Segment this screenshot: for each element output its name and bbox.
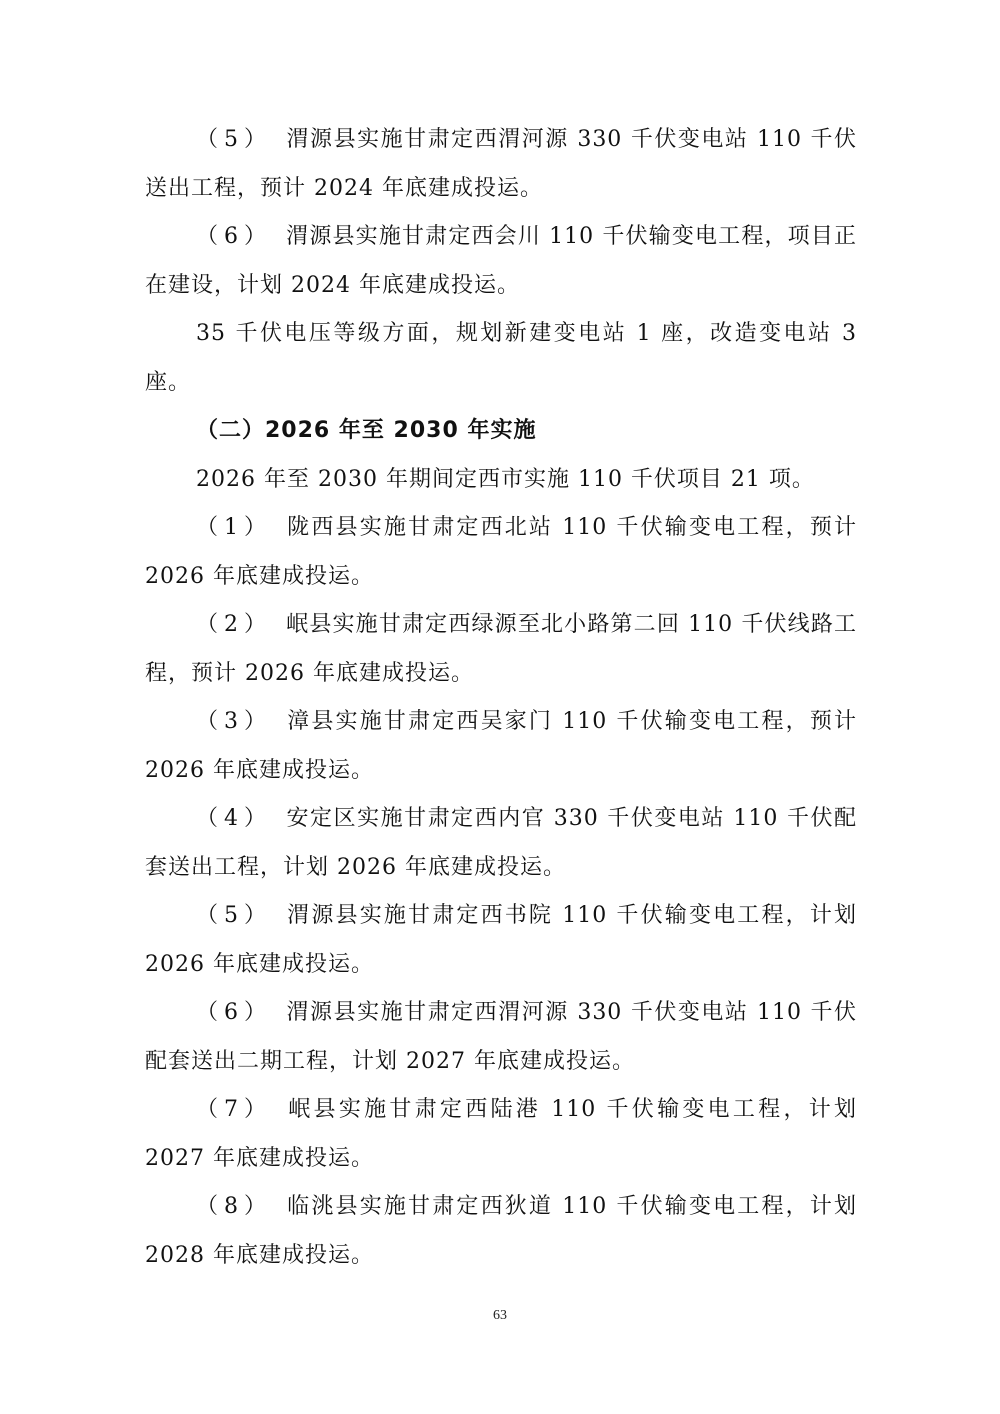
item-text: 渭源县实施甘肃定西书院 110 千伏输变电工程，计划 2026 年底建成投运。 <box>145 903 857 977</box>
list-item <box>145 213 857 310</box>
item-text: 渭源县实施甘肃定西会川 110 千伏输变电工程，项目正在建设，计划 2024 年底建成投运。 <box>145 224 857 298</box>
document-body <box>145 116 857 1280</box>
item-text: 渭源县实施甘肃定西渭河源 330 千伏变电站 110 千伏配套送出二期工程，计划 2027 年底建成投运。 <box>145 1000 857 1074</box>
item-text: 岷县实施甘肃定西陆港 110 千伏输变电工程，计划 2027 年底建成投运。 <box>145 1097 857 1171</box>
list-item <box>145 1086 857 1183</box>
item-text: 漳县实施甘肃定西吴家门 110 千伏输变电工程，预计 2026 年底建成投运。 <box>145 709 857 783</box>
section-intro: 2026 年至 2030 年期间定西市实施 110 千伏项目 21 项。 <box>196 466 815 492</box>
list-item <box>145 116 857 213</box>
item-number: （1） <box>196 515 272 540</box>
item-text: 岷县实施甘肃定西绿源至北小路第二回 110 千伏线路工程，预计 2026 年底建成投运。 <box>145 612 857 686</box>
item-number: （6） <box>196 224 272 249</box>
item-number: （8） <box>196 1194 272 1219</box>
list-item <box>145 698 857 795</box>
item-number: （5） <box>196 903 272 928</box>
list-item <box>145 795 857 892</box>
item-number: （4） <box>196 806 272 831</box>
list-item <box>145 504 857 601</box>
item-text: 渭源县实施甘肃定西渭河源 330 千伏变电站 110 千伏送出工程，预计 2024 年底建成投运。 <box>145 127 857 201</box>
list-item <box>145 989 857 1086</box>
section-heading: （二）2026 年至 2030 年实施 <box>196 418 537 443</box>
item-text: 安定区实施甘肃定西内官 330 千伏变电站 110 千伏配套送出工程，计划 2026 年底建成投运。 <box>145 806 857 880</box>
list-item <box>145 601 857 698</box>
page-number: 63 <box>493 1308 507 1323</box>
item-number: （7） <box>196 1097 272 1122</box>
list-item <box>145 1183 857 1280</box>
item-number: （2） <box>196 612 272 637</box>
item-number: （3） <box>196 709 272 734</box>
list-item <box>145 892 857 989</box>
item-number: （6） <box>196 1000 272 1025</box>
item-text: 临洮县实施甘肃定西狄道 110 千伏输变电工程，计划 2028 年底建成投运。 <box>145 1194 857 1268</box>
item-text: 陇西县实施甘肃定西北站 110 千伏输变电工程，预计 2026 年底建成投运。 <box>145 515 857 589</box>
note-35kv: 35 千伏电压等级方面，规划新建变电站 1 座，改造变电站 3 座。 <box>145 321 857 395</box>
item-number: （5） <box>196 127 272 152</box>
